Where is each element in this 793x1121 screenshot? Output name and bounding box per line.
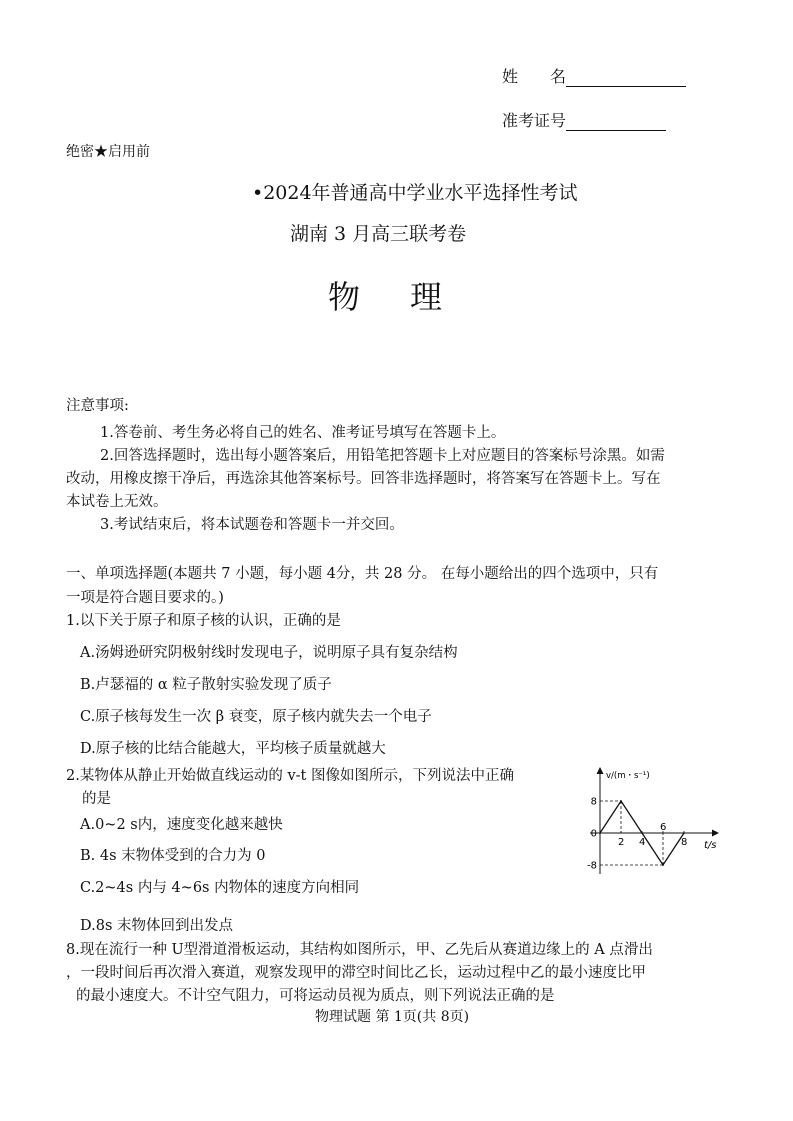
y-axis-label: v/(m・s⁻¹) — [606, 771, 650, 781]
notice-item-2-line-2: 改动，用橡皮擦干净后，再选涂其他答案标号。回答非选择题时，将答案写在答题卡上。写在 — [66, 471, 661, 487]
id-blank[interactable] — [566, 113, 666, 131]
q2-option-b: B. 4s 末物体受到的合力为 0 — [80, 848, 266, 864]
q1-stem: 1.以下关于原子和原子核的认识，正确的是 — [66, 613, 341, 629]
y-tick-label-0: 0 — [590, 828, 597, 840]
subject-title — [328, 272, 444, 318]
id-field-row — [502, 108, 666, 131]
q2-option-c: C.2~4s 内与 4~6s 内物体的速度方向相同 — [80, 880, 360, 896]
q1-option-d: D.原子核的比结合能越大，平均核子质量就越大 — [80, 741, 386, 757]
confidential-mark: 绝密★启用前 — [66, 144, 150, 160]
x-axis-label: t/s — [704, 840, 717, 851]
name-blank[interactable] — [566, 69, 686, 87]
notice-item-2-line-3: 本试卷上无效。 — [66, 494, 168, 510]
q3-stem-line-1: 8.现在流行一种 U型滑道滑板运动，其结构如图所示，甲、乙先后从赛道边缘上的 A 点滑出 — [66, 942, 653, 958]
x-tick-label-2: 2 — [618, 837, 625, 848]
q3-stem-line-3: 的最小速度大。不计空气阻力，可将运动员视为质点，则下列说法正确的是 — [76, 988, 555, 1004]
subject-char-1: 物 — [328, 278, 363, 316]
notice-heading: 注意事项: — [66, 398, 129, 414]
data-point-6 — [662, 864, 664, 866]
data-point-2 — [620, 800, 622, 802]
exam-subtitle: 湖南 3 月高三联考卷 — [290, 223, 467, 245]
data-point-4 — [641, 832, 643, 834]
q1-option-b: B.卢瑟福的 α 粒子散射实验发现了质子 — [80, 677, 332, 693]
page-footer: 物理试题 第 1页(共 8页) — [315, 1009, 470, 1025]
q2-option-a: A.0~2 s内，速度变化越来越快 — [80, 817, 283, 833]
notice-item-3: 3.考试结束后，将本试题卷和答题卡一并交回。 — [100, 517, 404, 533]
name-label: 姓 名 — [502, 67, 567, 86]
x-tick-label-4: 4 — [639, 837, 646, 848]
q1-option-a: A.汤姆逊研究阴极射线时发现电子，说明原子具有复杂结构 — [80, 645, 458, 661]
name-field-row — [502, 64, 686, 87]
section-heading-line-2: 一项是符合题目要求的。) — [66, 590, 224, 606]
data-point-0 — [599, 832, 601, 834]
subject-char-2: 理 — [410, 278, 445, 316]
notice-item-2-line-1: 2.回答选择题时，选出每小题答案后，用铅笔把答题卡上对应题目的答案标号涂黑。如需 — [100, 448, 665, 464]
data-point-8 — [683, 832, 685, 834]
q2-option-d: D.8s 末物体回到出发点 — [80, 918, 233, 934]
y-tick-label-8: 8 — [590, 796, 597, 808]
x-tick-label-6: 6 — [660, 822, 667, 833]
q2-stem-line-2: 的是 — [82, 791, 111, 807]
q3-stem-line-2: ，一段时间后再次滑入赛道，观察发现甲的滞空时间比乙长，运动过程中乙的最小速度比甲 — [66, 965, 646, 981]
id-label: 准考证号 — [502, 111, 567, 130]
q2-stem-line-1: 2.某物体从静止开始做直线运动的 v-t 图像如图所示，下列说法中正确 — [66, 768, 514, 784]
q1-option-c: C.原子核每发生一次 β 衰变，原子核内就失去一个电子 — [80, 709, 432, 725]
section-heading-line-1: 一、单项选择题(本题共 7 小题，每小题 4分，共 28 分。 在每小题给出的四个选项中，只有 — [66, 566, 659, 582]
notice-item-1: 1.答卷前、考生务必将自己的姓名、准考证号填写在答题卡上。 — [100, 425, 506, 441]
vt-graph — [580, 762, 730, 880]
x-tick-label-8: 8 — [681, 837, 688, 848]
y-tick-label-neg8: -8 — [587, 860, 597, 872]
exam-title: •2024年普通高中学业水平选择性考试 — [252, 182, 578, 204]
